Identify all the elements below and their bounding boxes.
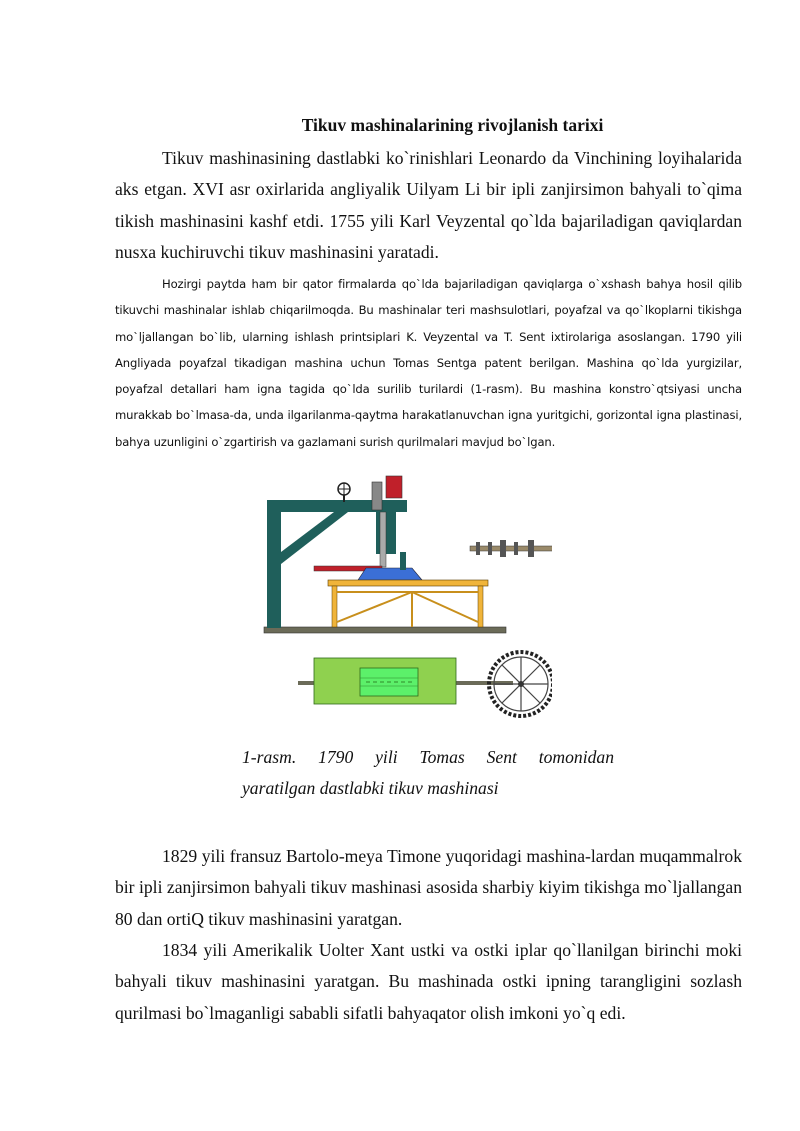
base-board [264,627,506,633]
blue-plate [358,568,422,580]
figure-caption-line-2: yaratilgan dastlabki tikuv mashinasi [242,778,499,798]
document-title-text: Tikuv mashinalarining rivojlanish tarixi [301,115,604,135]
document-title [115,115,790,136]
frame-brace [281,512,348,564]
needle-column-red [386,476,402,498]
table-top [328,580,488,586]
spoked-wheel [489,652,552,716]
figure-caption-line-1: 1-rasm. 1790 yili Tomas Sent tomonidan [242,747,614,767]
paragraph-4: 1834 yili Amerikalik Uolter Xant ustki va ostki iplar qo`llanilgan birinchi moki bahyali tikuv mashinasini yaratgan. Bu mashinada ostki ipning tarangligini sozlash qurilmasi bo`lmaganligi sababli sifatli bahyaqator olish imkoni yo`q edi. [115,940,742,1023]
paragraph-1: Tikuv mashinasining dastlabki ko`rinishlari Leonardo da Vinchining loyihalarida aks etgan. XVI asr oxirlarida angliyalik Uilyam Li bir ipli zanjirsimon bahyali to`qima tikish mashinasini kashf etdi. 1755 yili Karl Veyzental qo`lda bajariladigan qaviqlardan nusxa kuchiruvchi tikuv mashinasini yaratadi. [115,148,742,262]
paragraph-2: Hozirgi paytda ham bir qator firmalarda qo`lda bajariladigan qaviqlarga o`xshash bahya hosil qilib tikuvchi mashinalar ishlab chiqarilmoqda. Bu mashinalar teri mashsulotlari, poyafzal va qo`lkoplarni tikishga mo`ljallangan bo`lib, ularning ishlash printsiplari K. Veyzental va T. Sent ixtirolariga asoslangan. 1790 yili Angliyada poyafzal tikadigan mashina uchun Tomas Sentga patent berilgan. Mashina qo`lda yurgizilar, poyafzal detallari ham igna tagida qo`lda surilib turilardi (1-rasm). Bu mashina konstro`qtsiyasi uncha murakkab bo`lmasa-da, unda ilgarilanma-qaytma harakatlanuvchan igna yuritgichi, gorizontal igna plastinasi, bahya uzunligini o`zgartirish va gazlamani surish qurilmalari mavjud bo`lgan. [115,277,742,449]
frame-beam [267,500,407,512]
paragraph-3: 1829 yili fransuz Bartolo-meya Timone yuqoridagi mashina-lardan muqammalrok bir ipli zanjirsimon bahyali tikuv mashinasi asosida sharbiy kiyim tikishga mo`ljallangan 80 dan ortiQ tikuv mashinasini yaratgan. [115,846,742,929]
frame-post [267,502,281,628]
crank-shaft [470,540,552,582]
sewing-machine-figure [262,472,552,732]
figure-caption [242,742,614,804]
